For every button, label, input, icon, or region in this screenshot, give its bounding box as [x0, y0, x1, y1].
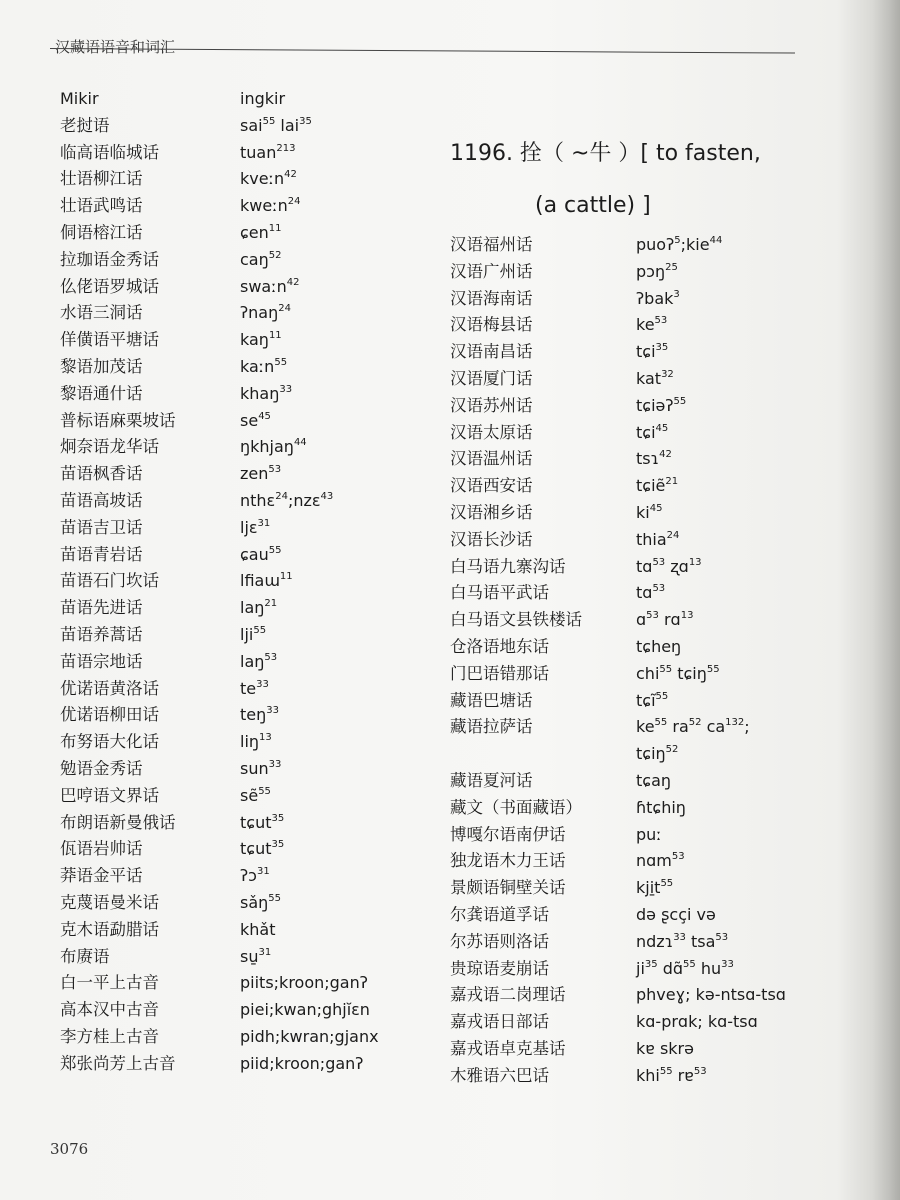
entry-row — [450, 339, 870, 366]
language-name: 汉语梅县话 — [450, 315, 533, 335]
entry-row — [60, 917, 420, 944]
language-name: 汉语太原话 — [450, 422, 533, 442]
entry-row — [60, 247, 420, 274]
word-form: su̱$^{31}$ — [240, 946, 272, 966]
entry-row — [450, 1036, 870, 1063]
word-form: tɕut$^{35}$ — [240, 839, 285, 859]
word-form: piid;kroon;ganʔ — [240, 1053, 364, 1073]
language-name: 白马语九寨沟话 — [450, 556, 566, 576]
language-name: 黎语通什话 — [60, 383, 143, 403]
language-name: 壮语柳江话 — [60, 169, 143, 189]
word-form: ŋkhjaŋ$^{44}$ — [240, 437, 307, 457]
language-name: 汉语长沙话 — [450, 529, 533, 549]
language-name: 汉语苏州话 — [450, 395, 533, 415]
entry-row — [450, 446, 870, 473]
word-form: khaŋ$^{33}$ — [240, 383, 293, 403]
entry-row — [60, 756, 420, 783]
page-number: 3076 — [50, 1140, 89, 1158]
word-form: khǎt — [240, 919, 276, 939]
entry-row — [450, 741, 870, 768]
language-name: 白一平上古音 — [60, 973, 159, 993]
word-form: $ke^{53}$ — [636, 315, 668, 335]
language-name: 博嘎尔语南伊话 — [450, 824, 566, 844]
entry-row — [60, 381, 420, 408]
language-name: 佯僙语平塘话 — [60, 330, 159, 350]
word-form: tɕi$^{45}$ — [636, 422, 669, 442]
entry-row — [60, 622, 420, 649]
language-name: 黎语加茂话 — [60, 356, 143, 376]
word-form: ingkir — [240, 89, 286, 108]
running-header: 汉藏语语音和词汇 — [55, 38, 176, 56]
language-name: 汉语西安话 — [450, 476, 533, 496]
word-form: tɕiəʔ$^{55}$ — [636, 395, 687, 415]
language-name: 汉语厦门话 — [450, 368, 533, 388]
language-name: 木雅语六巴话 — [450, 1065, 549, 1085]
entry-row — [60, 890, 420, 917]
word-form: tɕĩ$^{55}$ — [636, 690, 669, 710]
language-name: 苗语枫香话 — [60, 464, 143, 484]
entry-row — [450, 956, 870, 983]
entry-row — [60, 193, 420, 220]
language-name: 侗语榕江话 — [60, 222, 143, 242]
entry-row — [60, 783, 420, 810]
entry-row — [450, 500, 870, 527]
language-name: 汉语湘乡话 — [450, 502, 533, 522]
entry-row — [60, 86, 420, 113]
entry-row — [60, 568, 420, 595]
word-form: kɑ-prɑk; kɑ-tsɑ — [636, 1012, 758, 1032]
word-form: də ʂcçi və — [636, 904, 716, 924]
word-form: chi$^{55}$ tɕiŋ$^{55}$ — [636, 663, 720, 683]
entry-row — [60, 461, 420, 488]
language-name: 汉语福州话 — [450, 235, 533, 254]
language-name: 尔龚语道孚话 — [450, 904, 549, 924]
word-form: pidh;kwran;gjanx — [240, 1026, 379, 1046]
entry-row — [450, 768, 870, 795]
entry-row — [450, 1063, 870, 1090]
language-name: 嘉戎语卓克基话 — [450, 1038, 566, 1058]
language-name: 壮语武鸣话 — [60, 196, 143, 216]
language-name: 优诺语柳田话 — [60, 705, 159, 725]
word-form: pɔŋ$^{25}$ — [636, 261, 678, 281]
language-name: 汉语温州话 — [450, 449, 533, 469]
entry-row — [60, 676, 420, 703]
word-form: kveːn$^{42}$ — [240, 169, 297, 189]
entry-row — [60, 327, 420, 354]
word-form: caŋ$^{52}$ — [240, 249, 282, 269]
page-edge-shadow — [872, 0, 900, 1200]
entry-row — [60, 970, 420, 997]
word-form: puoʔ$^5$;kie$^{44}$ — [636, 235, 723, 254]
language-name: 优诺语黄洛话 — [60, 678, 159, 698]
entry-row — [60, 354, 420, 381]
word-form: ɦtɕhiŋ — [636, 797, 686, 817]
entry-row — [60, 702, 420, 729]
entry-row — [450, 902, 870, 929]
word-form: ɕen$^{11}$ — [240, 222, 282, 242]
word-form: laŋ$^{53}$ — [240, 651, 278, 671]
language-name: 藏语巴塘话 — [450, 690, 533, 710]
entry-row — [60, 649, 420, 676]
word-form: nɑm$^{53}$ — [636, 851, 685, 871]
word-form: ʔnaŋ$^{24}$ — [240, 303, 291, 323]
entry-row — [450, 259, 870, 286]
word-form: tɕut$^{35}$ — [240, 812, 285, 832]
entry-row — [450, 688, 870, 715]
word-form: ɑ$^{53}$ rɑ$^{13}$ — [636, 610, 694, 630]
language-name: 郑张尚芳上古音 — [60, 1053, 176, 1073]
entry-row — [450, 929, 870, 956]
language-name: 藏文（书面藏语） — [450, 797, 582, 817]
entry-row — [450, 286, 870, 313]
entry-row — [450, 607, 870, 634]
word-form: nthɛ$^{24}$;nzɛ$^{43}$ — [240, 490, 334, 510]
language-name: 汉语南昌话 — [450, 342, 533, 362]
word-form: tɕiẽ$^{21}$ — [636, 476, 679, 496]
word-form: tɕaŋ — [636, 770, 672, 790]
language-name: 布努语大化话 — [60, 732, 159, 752]
word-form: $kji̱t^{55}$ — [636, 878, 674, 898]
language-name: 李方桂上古音 — [60, 1026, 159, 1046]
language-name: 仓洛语地东话 — [450, 636, 549, 656]
entry-row — [450, 1009, 870, 1036]
word-form: tɑ$^{53}$ — [636, 583, 666, 603]
word-form: puː — [636, 824, 662, 844]
word-form: $ki^{45}$ — [636, 502, 663, 522]
word-form: $ji^{35}$ dɑ̃$^{55}$ $hu^{33}$ — [636, 958, 734, 978]
entry-row — [450, 848, 870, 875]
language-name: 嘉戎语日部话 — [450, 1012, 549, 1032]
entry-row — [60, 1051, 420, 1078]
entry-row — [60, 488, 420, 515]
word-form: kaːn$^{55}$ — [240, 356, 288, 376]
entry-row — [60, 729, 420, 756]
word-form: $te^{33}$ — [240, 678, 269, 698]
language-name: 老挝语 — [60, 115, 110, 135]
word-form: sǎŋ$^{55}$ — [240, 892, 282, 912]
word-form: zen$^{53}$ — [240, 464, 282, 484]
entry-row — [60, 300, 420, 327]
entry-row — [450, 634, 870, 661]
language-name: 藏语夏河话 — [450, 770, 533, 790]
entry-row — [450, 554, 870, 581]
entry-row — [450, 393, 870, 420]
word-form: khi$^{55}$ rɐ$^{53}$ — [636, 1065, 707, 1085]
entry-row — [60, 542, 420, 569]
language-name: 贵琼语麦崩话 — [450, 958, 549, 978]
word-form: kaŋ$^{11}$ — [240, 330, 282, 350]
language-name: 苗语宗地话 — [60, 651, 143, 671]
word-form: ʔɔ$^{31}$ — [240, 866, 270, 886]
word-form: liŋ$^{13}$ — [240, 732, 272, 752]
word-form: kɐ skrə — [636, 1038, 694, 1058]
entry-row — [60, 220, 420, 247]
word-form: ndzɿ$^{33}$ tsa$^{53}$ — [636, 931, 729, 951]
language-name: 仫佬语罗城话 — [60, 276, 159, 296]
word-form: ɕau$^{55}$ — [240, 544, 282, 564]
language-name: 巴哼语文界话 — [60, 785, 159, 805]
language-name: 汉语海南话 — [450, 288, 533, 308]
language-name: 高本汉中古音 — [60, 1000, 159, 1020]
entry-row — [60, 166, 420, 193]
entry-row — [450, 312, 870, 339]
word-form: tɕi$^{35}$ — [636, 342, 669, 362]
left-column — [60, 86, 420, 1077]
word-form: lfiaɯ$^{11}$ — [240, 571, 293, 591]
entry-row — [60, 810, 420, 837]
right-column — [450, 232, 870, 1090]
entry-row — [60, 140, 420, 167]
word-form: piits;kroon;ganʔ — [240, 973, 368, 993]
entry-title-line1: 1196. 拴（ ~牛 ）[ to fasten, — [450, 141, 761, 166]
language-name: 炯奈语龙华话 — [60, 437, 159, 457]
language-name: 苗语青岩话 — [60, 544, 143, 564]
word-form: thia$^{24}$ — [636, 529, 680, 549]
word-form: tɑ$^{53}$ ʐɑ$^{13}$ — [636, 556, 702, 576]
language-name: 白马语平武话 — [450, 583, 549, 603]
language-name: 普标语麻栗坡话 — [60, 410, 176, 430]
word-form: lji$^{55}$ — [240, 624, 267, 644]
entry-row — [450, 420, 870, 447]
word-form: sun$^{33}$ — [240, 758, 282, 778]
entry-row — [60, 863, 420, 890]
entry-row — [60, 434, 420, 461]
word-form: swaːn$^{42}$ — [240, 276, 300, 296]
entry-row — [60, 997, 420, 1024]
word-form: piei;kwan;ghjĭɛn — [240, 1000, 370, 1020]
language-name: 克木语勐腊话 — [60, 919, 159, 939]
word-form: tuan$^{213}$ — [240, 142, 296, 162]
word-form: sai$^{55}$ lai$^{35}$ — [240, 115, 312, 135]
language-name: 布朗语新曼俄话 — [60, 812, 176, 832]
language-name: 克蔑语曼米话 — [60, 892, 159, 912]
language-name: 苗语高坡话 — [60, 490, 143, 510]
word-form: $se^{45}$ — [240, 410, 271, 430]
language-name: 临高语临城话 — [60, 142, 159, 162]
language-name: 拉珈语金秀话 — [60, 249, 159, 269]
language-name: 门巴语错那话 — [450, 663, 549, 683]
entry-row — [450, 366, 870, 393]
language-name: 独龙语木力王话 — [450, 851, 566, 871]
word-form: kweːn$^{24}$ — [240, 196, 301, 216]
word-form: kat$^{32}$ — [636, 368, 674, 388]
entry-row — [60, 515, 420, 542]
language-name: 布赓语 — [60, 946, 110, 966]
word-form: phveɣ; kə-ntsɑ-tsɑ — [636, 985, 786, 1005]
language-name: 汉语广州话 — [450, 261, 533, 281]
entry-row — [60, 836, 420, 863]
entry-row — [450, 982, 870, 1009]
word-form: laŋ$^{21}$ — [240, 598, 278, 618]
entry-row — [450, 714, 870, 741]
language-name: 苗语吉卫话 — [60, 517, 143, 537]
entry-row — [60, 944, 420, 971]
entry-row — [60, 408, 420, 435]
word-form: tɕheŋ — [636, 636, 682, 656]
language-name: 莽语金平话 — [60, 866, 143, 886]
entry-row — [60, 274, 420, 301]
word-form: sẽ$^{55}$ — [240, 785, 271, 805]
language-name: 白马语文县铁楼话 — [450, 610, 582, 630]
entry-row — [450, 661, 870, 688]
language-name: 苗语先进话 — [60, 598, 143, 618]
entry-row — [450, 527, 870, 554]
word-form: tsɿ$^{42}$ — [636, 449, 672, 469]
entry-row — [450, 795, 870, 822]
language-name: 景颇语铜壁关话 — [450, 878, 566, 898]
entry-row — [450, 875, 870, 902]
entry-row — [60, 1024, 420, 1051]
language-name: 藏语拉萨话 — [450, 717, 533, 737]
word-form: $ke^{55}$ $ra^{52}$ $ca^{132}$; — [636, 717, 750, 737]
language-name: 佤语岩帅话 — [60, 839, 143, 859]
language-name: 苗语石门坎话 — [60, 571, 159, 591]
word-form: ʔbak$^3$ — [636, 288, 680, 308]
entry-row — [60, 113, 420, 140]
entry-title-line2: (a cattle) ] — [535, 193, 651, 218]
language-name: 苗语养蒿话 — [60, 624, 143, 644]
word-form: teŋ$^{33}$ — [240, 705, 279, 725]
language-name: 勉语金秀话 — [60, 758, 143, 778]
entry-row — [450, 232, 870, 259]
entry-row — [450, 822, 870, 849]
language-name: 嘉戎语二岗理话 — [450, 985, 566, 1005]
word-form: ljɛ$^{31}$ — [240, 517, 271, 537]
entry-row — [450, 580, 870, 607]
entry-row — [60, 595, 420, 622]
language-name: 尔苏语则洛话 — [450, 931, 549, 951]
language-name: 水语三洞话 — [60, 303, 143, 323]
language-name: Mikir — [60, 89, 99, 108]
entry-row — [450, 473, 870, 500]
word-form: tɕiŋ$^{52}$ — [636, 744, 679, 764]
